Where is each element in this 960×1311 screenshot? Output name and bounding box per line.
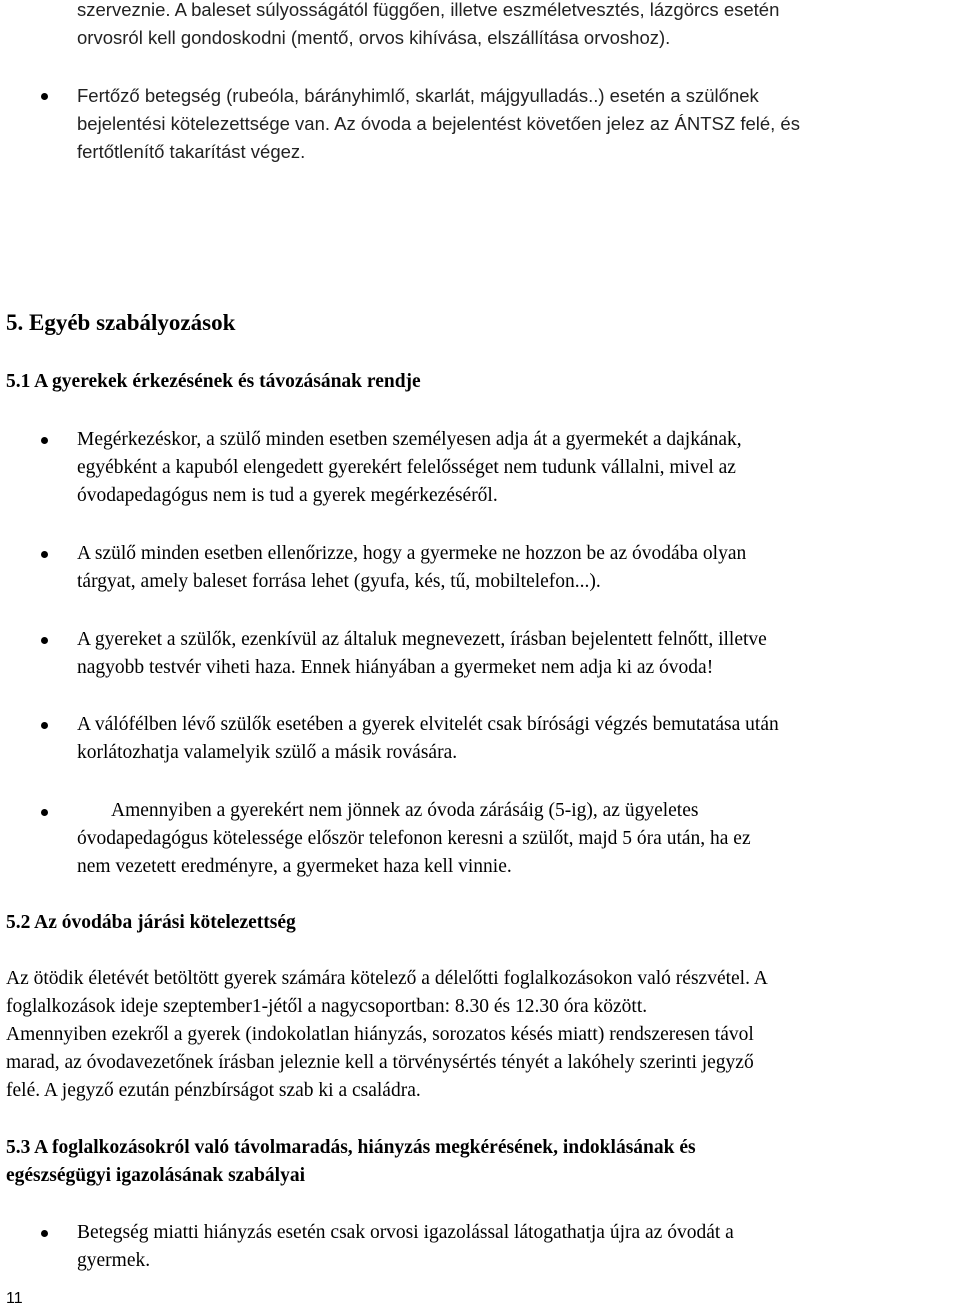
text-line: szerveznie. A baleset súlyosságától függően, illetve eszméletvesztés, lázgörcs esetén	[77, 0, 780, 20]
bullet-icon	[41, 809, 48, 816]
section-5-1-heading: 5.1 A gyerekek érkezésének és távozásának rendje	[6, 371, 421, 392]
text-line: A gyereket a szülők, ezenkívül az általuk megnevezett, írásban bejelentett felnőtt, illetve	[77, 629, 767, 650]
list-item	[77, 540, 955, 596]
bullet-icon	[41, 437, 48, 444]
list-item	[77, 711, 955, 767]
text-line: orvosról kell gondoskodni (mentő, orvos kihívása, elszállítása orvoshoz).	[77, 27, 671, 48]
list-item	[77, 797, 955, 881]
heading-line: egészségügyi igazolásának szabályai	[6, 1165, 306, 1186]
text-line: bejelentési kötelezettsége van. Az óvoda a bejelentést követően jelez az ÁNTSZ felé, és	[77, 113, 800, 134]
bullet-icon	[41, 1230, 48, 1237]
text-line: marad, az óvodavezetőnek írásban jeleznie kell a törvénysértés tényét a lakóhely szerinti jegyző	[6, 1052, 754, 1073]
text-line: gyermek.	[77, 1250, 151, 1271]
text-line: egyébként a kapuból elengedett gyerekért felelősséget nem tudunk vállalni, mivel az	[77, 457, 736, 478]
text-line: Betegség miatti hiányzás esetén csak orvosi igazolással látogathatja újra az óvodát a	[77, 1222, 734, 1243]
bullet-icon	[41, 551, 48, 558]
infection-item	[77, 82, 955, 166]
text-line: fertőtlenítő takarítást végez.	[77, 141, 306, 162]
text-line: korlátozhatja valamelyik szülő a másik rovására.	[77, 742, 458, 763]
text-line: nagyobb testvér viheti haza. Ennek hiányában a gyermeket nem adja ki az óvoda!	[77, 657, 714, 678]
text-line: óvodapedagógus kötelessége először telefonon keresni a szülőt, majd 5 óra után, ha ez	[77, 828, 751, 849]
list-item	[77, 426, 955, 510]
text-line: felé. A jegyző ezután pénzbírságot szab ki a családra.	[6, 1080, 421, 1101]
list-item	[77, 626, 955, 682]
text-line: nem vezetett eredményre, a gyermeket haza kell vinnie.	[77, 856, 512, 877]
text-line: A szülő minden esetben ellenőrizze, hogy a gyermeke ne hozzon be az óvodába olyan	[77, 543, 747, 564]
text-line: óvodapedagógus nem is tud a gyerek megérkezéséről.	[77, 485, 498, 506]
text-line: Amennyiben ezekről a gyerek (indokolatlan hiányzás, sorozatos késés miatt) rendszeresen távol	[6, 1024, 754, 1045]
section-5-2-body	[6, 965, 956, 1105]
text-line: foglalkozások ideje szeptember1-jétől a nagycsoportban: 8.30 és 12.30 óra között.	[6, 996, 648, 1017]
heading-line: 5.3 A foglalkozásokról való távolmaradás, hiányzás megkérésének, indoklásának és	[6, 1137, 696, 1158]
section-5-2-heading: 5.2 Az óvodába járási kötelezettség	[6, 912, 296, 933]
section-5-heading: 5. Egyéb szabályozások	[6, 310, 236, 335]
text-line: tárgyat, amely baleset forrása lehet (gyufa, kés, tű, mobiltelefon...).	[77, 571, 601, 592]
text-line: Megérkezéskor, a szülő minden esetben személyesen adja át a gyermekét a dajkának,	[77, 429, 742, 450]
bullet-icon	[41, 93, 48, 100]
text-line: Az ötödik életévét betöltött gyerek számára kötelező a délelőtti foglalkozásokon való részvétel. A	[6, 968, 768, 989]
list-item	[77, 1219, 955, 1275]
text-line: A válófélben lévő szülők esetében a gyerek elvitelét csak bírósági végzés bemutatása után	[77, 714, 779, 735]
bullet-icon	[41, 722, 48, 729]
bullet-icon	[41, 637, 48, 644]
section-5-3-heading	[6, 1134, 956, 1190]
text-line: Amennyiben a gyerekért nem jönnek az óvoda zárásáig (5-ig), az ügyeletes	[111, 800, 699, 821]
text-line: Fertőző betegség (rubeóla, bárányhimlő, skarlát, májgyulladás..) esetén a szülőnek	[77, 85, 759, 106]
top-paragraph	[77, 0, 779, 52]
page-number: 11	[6, 1290, 23, 1307]
